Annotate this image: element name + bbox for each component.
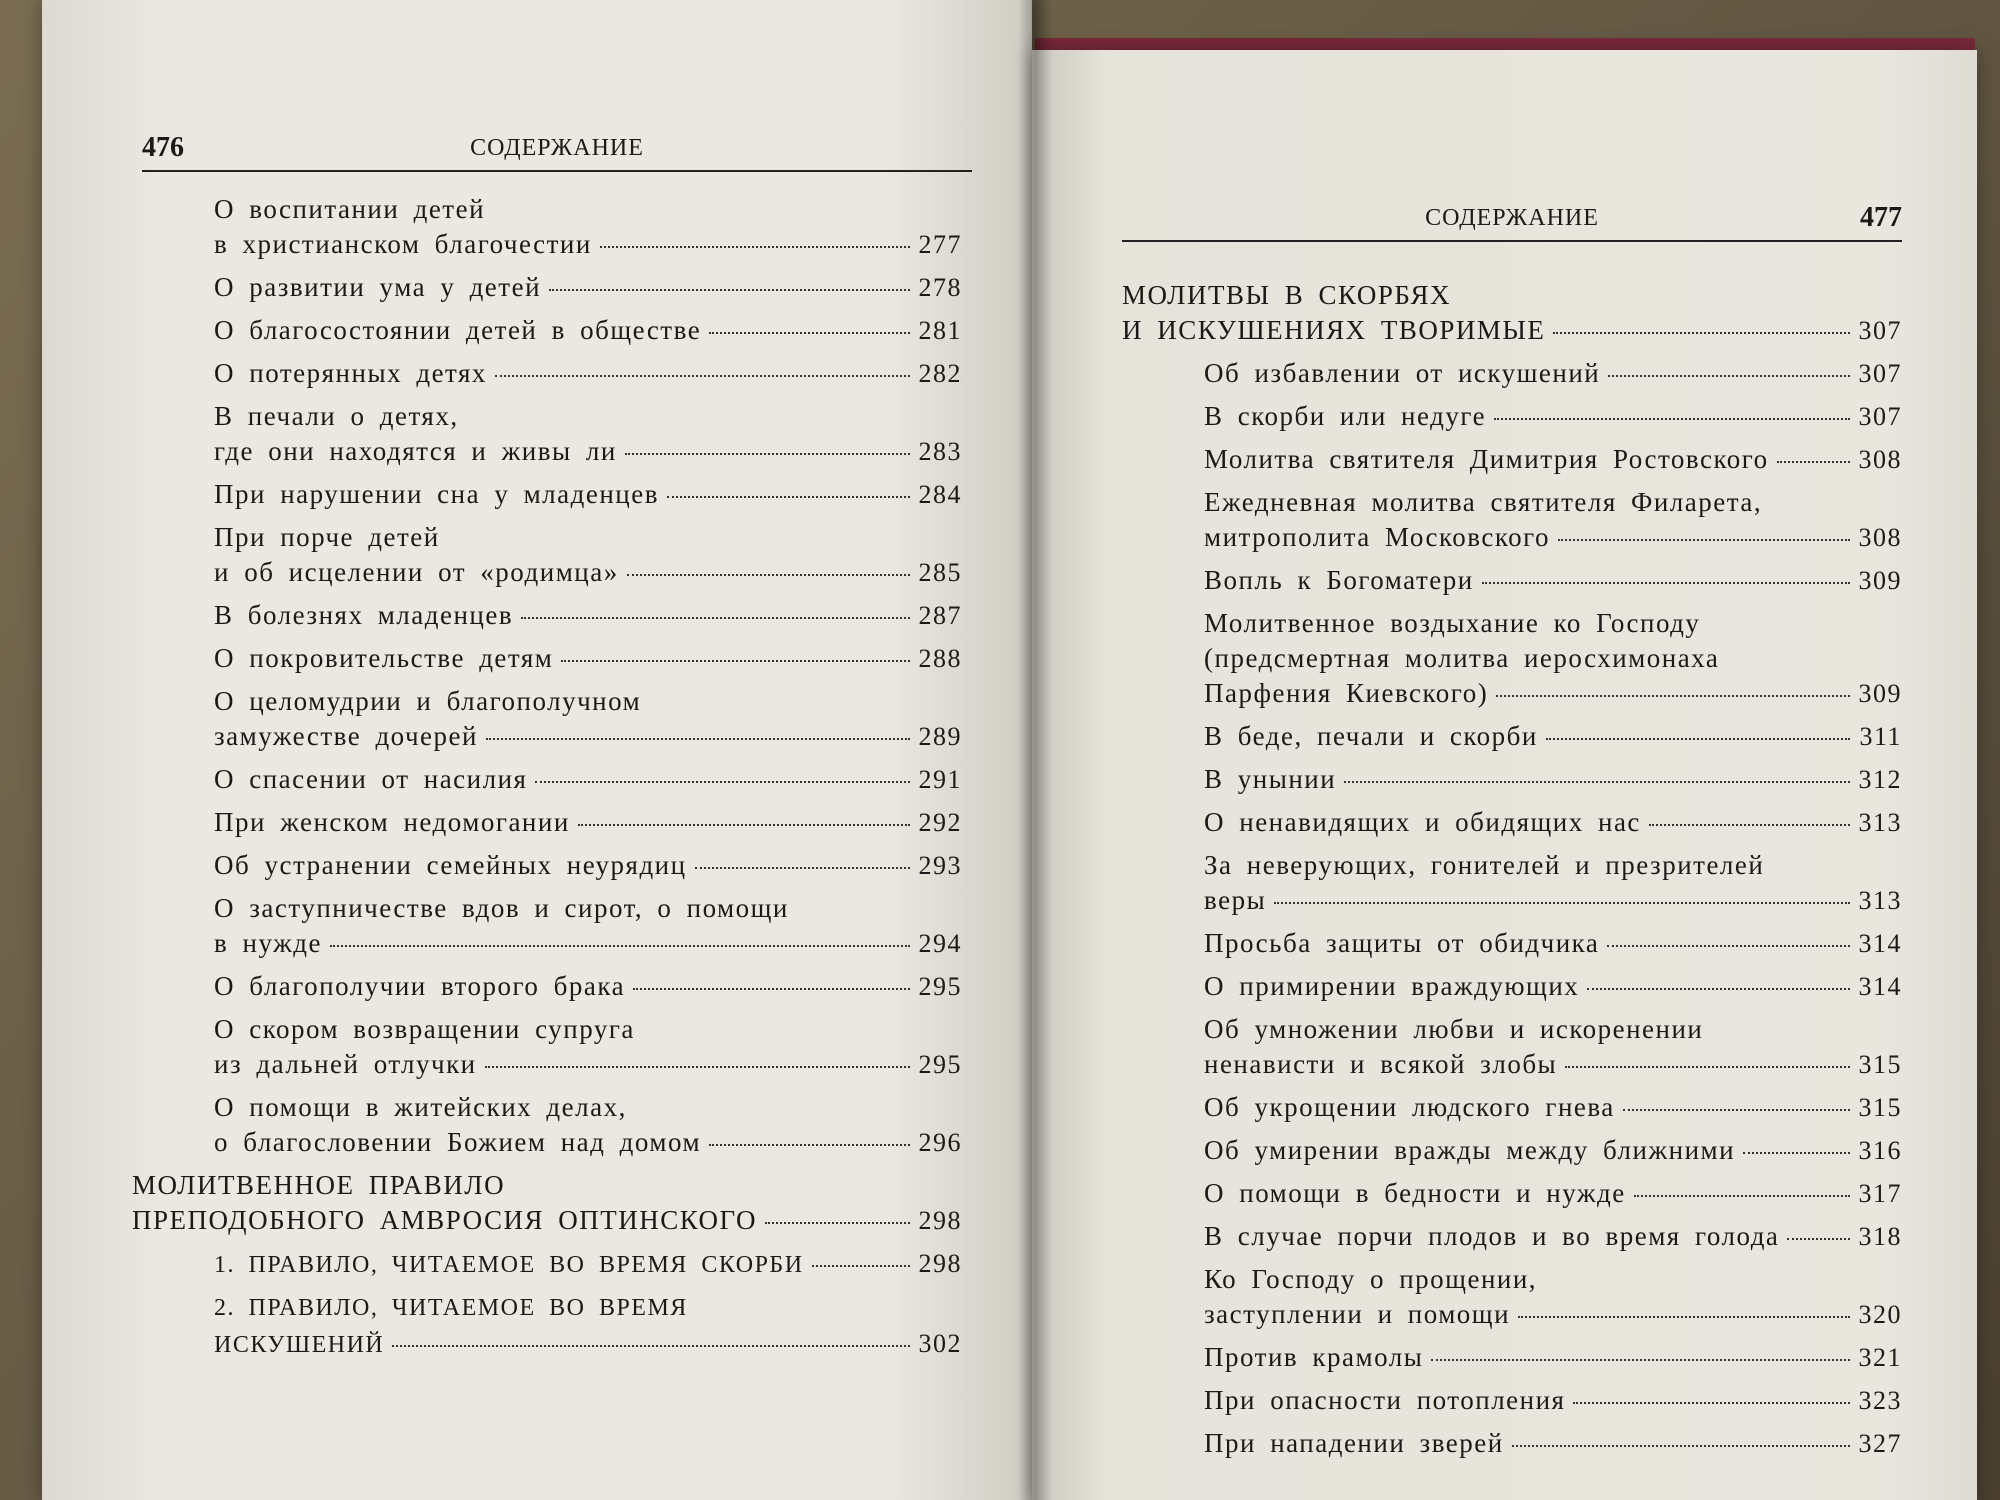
toc-entry (1122, 1012, 1902, 1082)
dot-leader (667, 496, 910, 498)
running-title-right: СОДЕРЖАНИЕ (1425, 205, 1599, 231)
toc-subsection (132, 1246, 962, 1283)
toc-entry-line (1204, 762, 1902, 797)
toc-page-number: 289 (918, 722, 962, 751)
toc-entry-text: Ежедневная молитва святителя Филарета, (1204, 487, 1763, 517)
toc-entry-line (1204, 969, 1902, 1004)
dot-leader (495, 375, 910, 377)
toc-page-number: 308 (1858, 445, 1902, 474)
toc-entry (1122, 926, 1902, 961)
toc-page-number: 302 (918, 1329, 962, 1358)
toc-entry-line (214, 313, 962, 348)
toc-entry-text: При женском недомогании (214, 807, 570, 837)
toc-entry (132, 891, 962, 961)
toc-page-number: 298 (918, 1249, 962, 1278)
toc-entry-line (1204, 1176, 1902, 1211)
toc-entry-text: Просьба защиты от обидчика (1204, 928, 1600, 958)
toc-page-number: 277 (918, 230, 962, 259)
toc-entry (1122, 969, 1902, 1004)
dot-leader (765, 1222, 910, 1224)
dot-leader (1623, 1109, 1850, 1111)
toc-entry-text: Парфения Киевского) (1204, 678, 1489, 708)
toc-entry (1122, 1176, 1902, 1211)
dot-leader (1608, 375, 1850, 377)
toc-page-number: 311 (1859, 722, 1902, 751)
toc-entry-line (1204, 719, 1902, 754)
toc-page-number: 292 (918, 808, 962, 837)
toc-entry-text: При порче детей (214, 522, 440, 552)
toc-entry (1122, 1426, 1902, 1461)
toc-entry-text: где они находятся и живы ли (214, 436, 617, 466)
toc-entry-line (132, 1203, 962, 1238)
toc-page-number: 327 (1858, 1429, 1902, 1458)
toc-entry-text: Вопль к Богоматери (1204, 565, 1474, 595)
toc-entry-text: О потерянных детях (214, 358, 487, 388)
toc-entry-line (214, 762, 962, 797)
toc-entry-line (214, 926, 962, 961)
dot-leader (1344, 781, 1850, 783)
toc-entry (1122, 1262, 1902, 1332)
toc-entry-line (214, 1125, 962, 1160)
toc-entry-line (1204, 1297, 1902, 1332)
toc-entry-line (1204, 1133, 1902, 1168)
toc-list-left (132, 192, 962, 1371)
toc-page-number: 309 (1858, 566, 1902, 595)
toc-entry-text: В болезнях младенцев (214, 600, 514, 630)
toc-entry (1122, 485, 1902, 555)
toc-entry (132, 762, 962, 797)
toc-entry (132, 399, 962, 469)
toc-entry (132, 520, 962, 590)
toc-entry-text: о благословении Божием над домом (214, 1127, 702, 1157)
dot-leader (1787, 1238, 1850, 1240)
toc-page-number: 315 (1858, 1093, 1902, 1122)
toc-page-number: 281 (918, 316, 962, 345)
toc-entry-text: В случае порчи плодов и во время голода (1204, 1221, 1780, 1251)
toc-entry (132, 969, 962, 1004)
running-head-left (142, 100, 972, 172)
toc-entry-line (214, 1246, 962, 1283)
toc-entry-text: Молитвенное воздыхание ко Господу (1204, 608, 1701, 638)
toc-entry-text: замужестве дочерей (214, 721, 478, 751)
toc-entry (132, 641, 962, 676)
toc-entry-line (214, 356, 962, 391)
toc-entry-text: из дальней отлучки (214, 1049, 477, 1079)
toc-page-number: 298 (918, 1206, 962, 1235)
toc-page-number: 291 (918, 765, 962, 794)
dot-leader (535, 781, 910, 783)
toc-entry-text: О спасении от насилия (214, 764, 528, 794)
toc-entry (132, 192, 962, 262)
toc-page-number: 283 (918, 437, 962, 466)
toc-entry-text: 1. ПРАВИЛО, ЧИТАЕМОЕ ВО ВРЕМЯ СКОРБИ (214, 1252, 804, 1278)
toc-entry-line (1204, 1340, 1902, 1375)
toc-page-number: 296 (918, 1128, 962, 1157)
toc-page-number: 321 (1858, 1343, 1902, 1372)
toc-page-number: 314 (1858, 972, 1902, 1001)
toc-entry (1122, 399, 1902, 434)
running-head-right (1122, 170, 1902, 242)
toc-entry-line (214, 1047, 962, 1082)
dot-leader (1553, 332, 1850, 334)
toc-entry (1122, 1090, 1902, 1125)
toc-entry-text: МОЛИТВЕННОЕ ПРАВИЛО (132, 1170, 506, 1200)
toc-entry-line (214, 848, 962, 883)
toc-entry (1122, 719, 1902, 754)
toc-entry-text: Против крамолы (1204, 1342, 1424, 1372)
dot-leader (1512, 1445, 1850, 1447)
dot-leader (1565, 1066, 1850, 1068)
toc-entry-text: О покровительстве детям (214, 643, 554, 673)
toc-page-number: 316 (1858, 1136, 1902, 1165)
dot-leader (1634, 1195, 1850, 1197)
toc-entry (1122, 356, 1902, 391)
toc-entry-text: В унынии (1204, 764, 1337, 794)
toc-page-number: 284 (918, 480, 962, 509)
dot-leader (1607, 945, 1850, 947)
toc-page-number: 309 (1858, 679, 1902, 708)
toc-entry (1122, 442, 1902, 477)
dot-leader (709, 1144, 910, 1146)
toc-entry-line (1204, 442, 1902, 477)
toc-entry-line (1204, 883, 1902, 918)
toc-page-number: 308 (1858, 523, 1902, 552)
toc-entry-line (1204, 1047, 1902, 1082)
dot-leader (578, 824, 910, 826)
toc-entry-text: МОЛИТВЫ В СКОРБЯХ (1122, 280, 1452, 310)
toc-entry-text: О развитии ума у детей (214, 272, 542, 302)
dot-leader (485, 1066, 910, 1068)
toc-entry-line (1204, 399, 1902, 434)
toc-entry-text: И ИСКУШЕНИЯХ ТВОРИМЫЕ (1122, 315, 1546, 345)
dot-leader (627, 574, 910, 576)
toc-entry-line (1204, 563, 1902, 598)
toc-entry-line (1204, 520, 1902, 555)
toc-entry-text: митрополита Московского (1204, 522, 1551, 552)
toc-entry-text: и об исцелении от «родимца» (214, 557, 619, 587)
toc-entry-line (214, 641, 962, 676)
toc-entry-text: Об умирении вражды между ближними (1204, 1135, 1736, 1165)
toc-entry-line (1122, 313, 1902, 348)
toc-page-number: 294 (918, 929, 962, 958)
toc-entry-line (214, 555, 962, 590)
toc-entry-text: О скором возвращении супруга (214, 1014, 635, 1044)
toc-page-number: 318 (1858, 1222, 1902, 1251)
toc-entry-line (214, 969, 962, 1004)
toc-entry-text: В беде, печали и скорби (1204, 721, 1538, 751)
toc-entry-text: Ко Господу о прощении, (1204, 1264, 1538, 1294)
toc-entry-text: 2. ПРАВИЛО, ЧИТАЕМОЕ ВО ВРЕМЯ (214, 1295, 688, 1321)
toc-entry-text: Молитва святителя Димитрия Ростовского (1204, 444, 1769, 474)
dot-leader (1573, 1402, 1850, 1404)
toc-page-number: 307 (1858, 359, 1902, 388)
toc-page-number: 313 (1858, 886, 1902, 915)
toc-page-number: 317 (1858, 1179, 1902, 1208)
toc-entry (1122, 1383, 1902, 1418)
toc-section-heading (1122, 278, 1902, 348)
dot-leader (521, 617, 910, 619)
toc-entry-line (1204, 1219, 1902, 1254)
toc-page-number: 314 (1858, 929, 1902, 958)
toc-entry (1122, 848, 1902, 918)
toc-entry-line (1204, 676, 1902, 711)
toc-entry (132, 1012, 962, 1082)
toc-page-number: 295 (918, 972, 962, 1001)
toc-entry-text: О воспитании детей (214, 194, 486, 224)
book-gutter (1018, 0, 1052, 1500)
toc-entry-text: О примирении враждующих (1204, 971, 1580, 1001)
toc-entry-text: О ненавидящих и обидящих нас (1204, 807, 1641, 837)
dot-leader (625, 453, 910, 455)
toc-entry-text: веры (1204, 885, 1267, 915)
dot-leader (549, 289, 910, 291)
toc-page-number: 312 (1858, 765, 1902, 794)
toc-entry (132, 598, 962, 633)
toc-entry (132, 270, 962, 305)
page-number-left: 476 (142, 132, 184, 163)
toc-section-heading (132, 1168, 962, 1238)
dot-leader (1494, 418, 1850, 420)
toc-page-number: 285 (918, 558, 962, 587)
dot-leader (812, 1265, 910, 1267)
toc-entry-text: Об умножении любви и искоренении (1204, 1014, 1704, 1044)
dot-leader (1777, 461, 1850, 463)
toc-entry (132, 1090, 962, 1160)
dot-leader (561, 660, 910, 662)
dot-leader (486, 738, 910, 740)
dot-leader (1496, 695, 1850, 697)
toc-entry-line (1204, 1426, 1902, 1461)
toc-entry-text: При опасности потопления (1204, 1385, 1566, 1415)
toc-entry-line (214, 477, 962, 512)
dot-leader (1587, 988, 1850, 990)
dot-leader (392, 1345, 910, 1347)
dot-leader (1518, 1316, 1850, 1318)
dot-leader (1649, 824, 1850, 826)
toc-entry-line (1204, 1090, 1902, 1125)
toc-entry-text: О заступничестве вдов и сирот, о помощи (214, 893, 789, 923)
dot-leader (600, 246, 910, 248)
toc-page-number: 315 (1858, 1050, 1902, 1079)
dot-leader (1558, 539, 1850, 541)
page-number-right: 477 (1860, 202, 1902, 233)
toc-entry-text: При нападении зверей (1204, 1428, 1504, 1458)
toc-entry-text: О благосостоянии детей в обществе (214, 315, 702, 345)
toc-entry-text: Об устранении семейных неурядиц (214, 850, 687, 880)
toc-entry-line (214, 805, 962, 840)
toc-list-right (1122, 278, 1902, 1469)
dot-leader (1546, 738, 1850, 740)
toc-entry (132, 684, 962, 754)
toc-entry-line (214, 719, 962, 754)
toc-entry (132, 848, 962, 883)
toc-entry (132, 477, 962, 512)
toc-entry-line (1204, 1383, 1902, 1418)
dot-leader (1482, 582, 1850, 584)
dot-leader (1431, 1359, 1850, 1361)
toc-entry-line (1204, 926, 1902, 961)
toc-page-number: 313 (1858, 808, 1902, 837)
toc-entry (132, 805, 962, 840)
toc-entry-text: ПРЕПОДОБНОГО АМВРОСИЯ ОПТИНСКОГО (132, 1205, 757, 1235)
toc-entry (132, 313, 962, 348)
toc-page-number: 293 (918, 851, 962, 880)
dot-leader (695, 867, 910, 869)
toc-entry (1122, 563, 1902, 598)
toc-entry-text: При нарушении сна у младенцев (214, 479, 659, 509)
toc-entry (1122, 805, 1902, 840)
toc-entry (1122, 606, 1902, 711)
toc-entry-text: О помощи в житейских делах, (214, 1092, 627, 1122)
toc-entry-line (214, 270, 962, 305)
toc-page-number: 282 (918, 359, 962, 388)
toc-subsection (132, 1291, 962, 1363)
toc-page-number: 320 (1858, 1300, 1902, 1329)
toc-entry-text: в христианском благочестии (214, 229, 592, 259)
right-page (1032, 50, 1977, 1500)
toc-entry-line (1204, 805, 1902, 840)
toc-entry-text: О целомудрии и благополучном (214, 686, 642, 716)
toc-entry-text: заступлении и помощи (1204, 1299, 1511, 1329)
toc-entry-text: ненависти и всякой злобы (1204, 1049, 1558, 1079)
toc-page-number: 307 (1858, 402, 1902, 431)
toc-entry-line (214, 1326, 962, 1363)
toc-page-number: 323 (1858, 1386, 1902, 1415)
toc-entry-line (214, 598, 962, 633)
toc-entry (1122, 1340, 1902, 1375)
toc-entry (1122, 1133, 1902, 1168)
toc-entry-text: Об укрощении людского гнева (1204, 1092, 1615, 1122)
toc-entry-text: (предсмертная молитва иеросхимонаха (1204, 643, 1720, 673)
toc-page-number: 287 (918, 601, 962, 630)
dot-leader (709, 332, 910, 334)
toc-page-number: 307 (1858, 316, 1902, 345)
dot-leader (633, 988, 910, 990)
dot-leader (1743, 1152, 1850, 1154)
toc-entry-text: Об избавлении от искушений (1204, 358, 1601, 388)
toc-page-number: 288 (918, 644, 962, 673)
toc-entry (1122, 1219, 1902, 1254)
toc-entry-text: За неверующих, гонителей и презрителей (1204, 850, 1765, 880)
toc-entry-text: в нужде (214, 928, 322, 958)
toc-entry (132, 356, 962, 391)
toc-entry-text: О благополучии второго брака (214, 971, 626, 1001)
toc-entry-text: ИСКУШЕНИЙ (214, 1332, 385, 1358)
toc-page-number: 278 (918, 273, 962, 302)
toc-entry-line (214, 434, 962, 469)
toc-entry-text: О помощи в бедности и нужде (1204, 1178, 1626, 1208)
dot-leader (330, 945, 910, 947)
running-title-left: СОДЕРЖАНИЕ (470, 135, 644, 161)
toc-entry-text: В печали о детях, (214, 401, 459, 431)
toc-entry-line (214, 227, 962, 262)
dot-leader (1274, 902, 1850, 904)
left-page (42, 0, 1032, 1500)
toc-entry-line (1204, 356, 1902, 391)
toc-entry-text: В скорби или недуге (1204, 401, 1487, 431)
toc-entry (1122, 762, 1902, 797)
toc-page-number: 295 (918, 1050, 962, 1079)
